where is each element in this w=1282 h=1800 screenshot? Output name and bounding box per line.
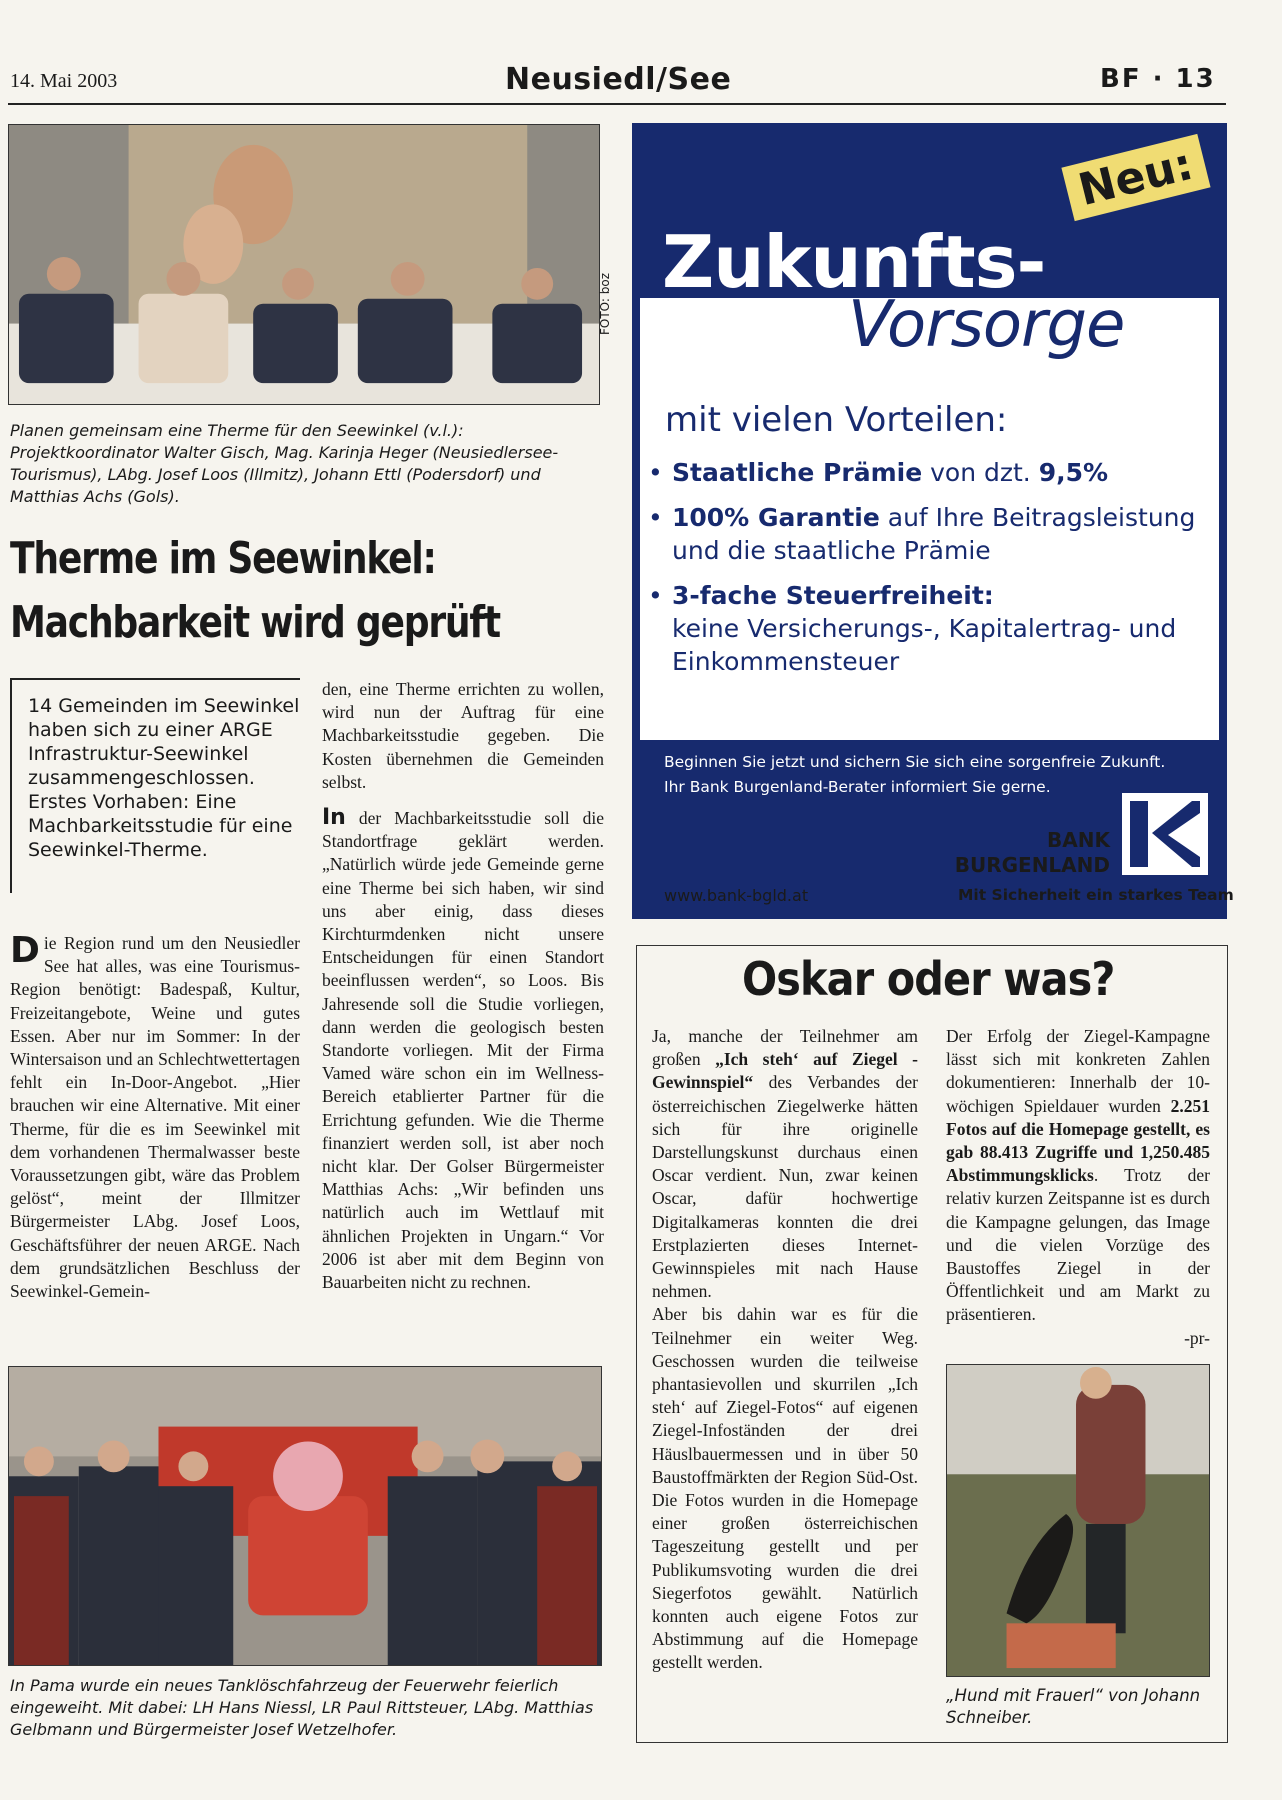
oskar-col1-para2: Aber bis dahin war es für die Teilnehmer ein weiter Weg. Geschossen wurden die teilweise phantasievollen und skurrilen „Ich steh‘ auf Ziegel-Fotos“ auf eigenen Ziegel-Infoständen der drei Häuslbauermessen und in über 50 Baustoffmärkten der Region Süd-Ost. Die Fotos wurden in die Homepage einer großen österreichischen Tageszeitung gestellt und per Publikumsvoting wurden die drei Siegerfotos gewählt. Natürlich konnten auch eigene Fotos zur Abstimmung auf die Homepage gestellt werden. <box>652 1304 918 1673</box>
page-number: BF · 13 <box>1100 64 1216 94</box>
oskar-col2-bold: 2.251 Fotos auf die Homepage gestellt, es gab 88.413 Zugriffe und 1,250.485 Abstimmungsklicks <box>946 1095 1210 1186</box>
feuerwehr-caption: In Pama wurde ein neues Tanklöschfahrzeug der Feuerwehr feierlich eingeweiht. Mit dabei: LH Hans Niessl, LR Paul Rittsteuer, LAbg. Matthias Gelbmann und Bürgermeister Josef Wetzelhofer. <box>10 1676 594 1739</box>
oskar-col2-text2: . Trotz der relativ kurzen Zeitspanne ist es durch die Kampagne gelungen, das Image und die vielen Vorzüge des Baustoffes Ziegel in der Öffentlichkeit und am Markt zu präsentieren. <box>946 1165 1210 1325</box>
photo-credit: FOTO: boz <box>598 272 612 335</box>
ad-benefit: • 100% Garantie auf Ihre Beitragsleistung und die staatliche Prämie <box>648 501 1208 567</box>
ad-footer-text <box>664 750 1165 800</box>
oskar-col1-text: Ja, manche der Teilnehmer am großen <box>652 1026 918 1070</box>
ad-benefits-list <box>648 456 1208 690</box>
issue-date: 14. Mai 2003 <box>10 70 118 92</box>
oskar-col1-bold: „Ich steh‘ auf Ziegel - Gewinnspiel“ <box>652 1049 918 1093</box>
bank-name <box>950 828 1110 878</box>
ad-benefit: • Staatliche Prämie von dzt. 9,5% <box>648 456 1208 489</box>
therme-col1-text: ie Region rund um den Neusiedler See hat alles, was eine Tourismus-Region benötigt: Badespaß, Kultur, Freizeitangebote, Weine und gutes Essen. Aber nur im Sommer: In der Wintersaison und an Schlechtwettertagen fehlt ein In-Door-Angebot. „Hier brauchen wir eine Alternative. Mit einer Therme, für die es im Seewinkel mit dem vorhandenen Thermalwasser beste Voraussetzungen gibt, wäre das Problem gelöst“, meint der Illmitzer Bürgermeister LAbg. Josef Loos, Geschäftsführer der neuen ARGE. Nach dem grundsätzlichen Beschluss der Seewinkel-Gemein- <box>10 933 300 1302</box>
oskar-column-1 <box>652 1025 918 1675</box>
therme-lead-box <box>10 678 300 893</box>
therme-photo-caption: Planen gemeinsam eine Therme für den Seewinkel (v.l.): Projektkoordinator Walter Gisch, Mag. Karinja Heger (Neusiedlersee-Tourismus), LAbg. Josef Loos (Illmitz), Johann Ettl (Podersdorf) und Matthias Achs (Gols). <box>10 421 559 506</box>
ad-title-line2: Vorsorge <box>848 288 1125 362</box>
bank-name-line1: BANK <box>1047 828 1110 852</box>
dog-photo-caption: „Hund mit Frauerl“ von Johann Schneiber. <box>946 1686 1201 1727</box>
section-title: Neusiedl/See <box>505 62 732 97</box>
therme-col2-para1: den, eine Therme errichten zu wollen, wird nun der Auftrag für eine Machbarkeitsstudie gegeben. Die Kosten übernehmen die Gemeinden selbst. <box>322 679 604 792</box>
ad-footer-line2: Ihr Bank Burgenland-Berater informiert Sie gerne. <box>664 778 1051 796</box>
ad-slogan: Mit Sicherheit ein starkes Team <box>958 886 1234 904</box>
therme-col2-initial: In <box>322 805 346 831</box>
oskar-headline: Oskar oder was? <box>742 952 1115 1006</box>
therme-col2-para2: der Machbarkeitsstudie soll die Standortfrage geklärt werden. „Natürlich würde jede Gemeinde gerne eine Therme bei sich haben, wir sind uns aber einig, dass dieses Kirchturmdenken nicht unsere Entscheidungen für einen Standort beeinflussen werden“, so Loos. Bis Jahresende soll die Studie vorliegen, dann werden die geologisch besten Standorte vorliegen. Mit der Firma Vamed wäre schon ein im Wellness-Bereich etablierter Partner für die Errichtung gefunden. Wie die Therme finanziert werden soll, ist aber noch nicht klar. Der Golser Bürgermeister Matthias Achs: „Wir befinden uns natürlich auch im Wettlauf mit ähnlichen Projekten in Ungarn.“ Vor 2006 ist aber mit dem Beginn von Bauarbeiten nicht zu rechnen. <box>322 808 604 1293</box>
ad-new-badge: Neu: <box>1061 134 1210 221</box>
therme-photo <box>8 124 600 405</box>
bank-logo-icon <box>1122 793 1208 875</box>
dog-photo <box>946 1364 1210 1677</box>
ad-subtitle: mit vielen Vorteilen: <box>665 400 1008 440</box>
therme-headline-line1: Therme im Seewinkel: <box>10 533 436 584</box>
ad-footer-line1: Beginnen Sie jetzt und sichern Sie sich eine sorgenfreie Zukunft. <box>664 753 1166 771</box>
oskar-column-2 <box>946 1025 1210 1350</box>
therme-lead: 14 Gemeinden im Seewinkel haben sich zu einer ARGE Infrastruktur-Seewinkel zusammengeschlossen. Erstes Vorhaben: Eine Machbarkeitsstudie für eine Seewinkel-Therme. <box>28 695 300 861</box>
ad-benefit: • 3-fache Steuerfreiheit: keine Versicherungs-, Kapitalertrag- und Einkommensteuer <box>648 579 1208 678</box>
oskar-col1-text2: des Verbandes der österreichischen Ziegelwerke hätten sich für ihre originelle Darstellungskunst durchaus einen Oscar verdient. Nun, zwar keinen Oscar, dafür hochwertige Digitalkameras konnten die drei Erstplazierten dieses Internet-Gewinnspieles mit nach Hause nehmen. <box>652 1072 918 1302</box>
dropcap: D <box>10 930 40 971</box>
therme-column-1 <box>10 932 300 1303</box>
bank-name-line2: BURGENLAND <box>954 853 1110 877</box>
therme-column-2 <box>322 678 604 1294</box>
feuerwehr-photo <box>8 1366 602 1666</box>
oskar-col2-text: Der Erfolg der Ziegel-Kampagne lässt sich mit konkreten Zahlen dokumentieren: Innerhalb der 10-wöchigen Spieldauer wurden <box>946 1026 1210 1116</box>
therme-headline-line2: Machbarkeit wird geprüft <box>10 597 500 648</box>
ad-url-link[interactable]: www.bank-bgld.at <box>664 886 809 905</box>
ad-title-line1: Zukunfts- <box>662 220 1046 304</box>
header-rule <box>8 103 1226 105</box>
oskar-signature: -pr- <box>1184 1327 1210 1348</box>
